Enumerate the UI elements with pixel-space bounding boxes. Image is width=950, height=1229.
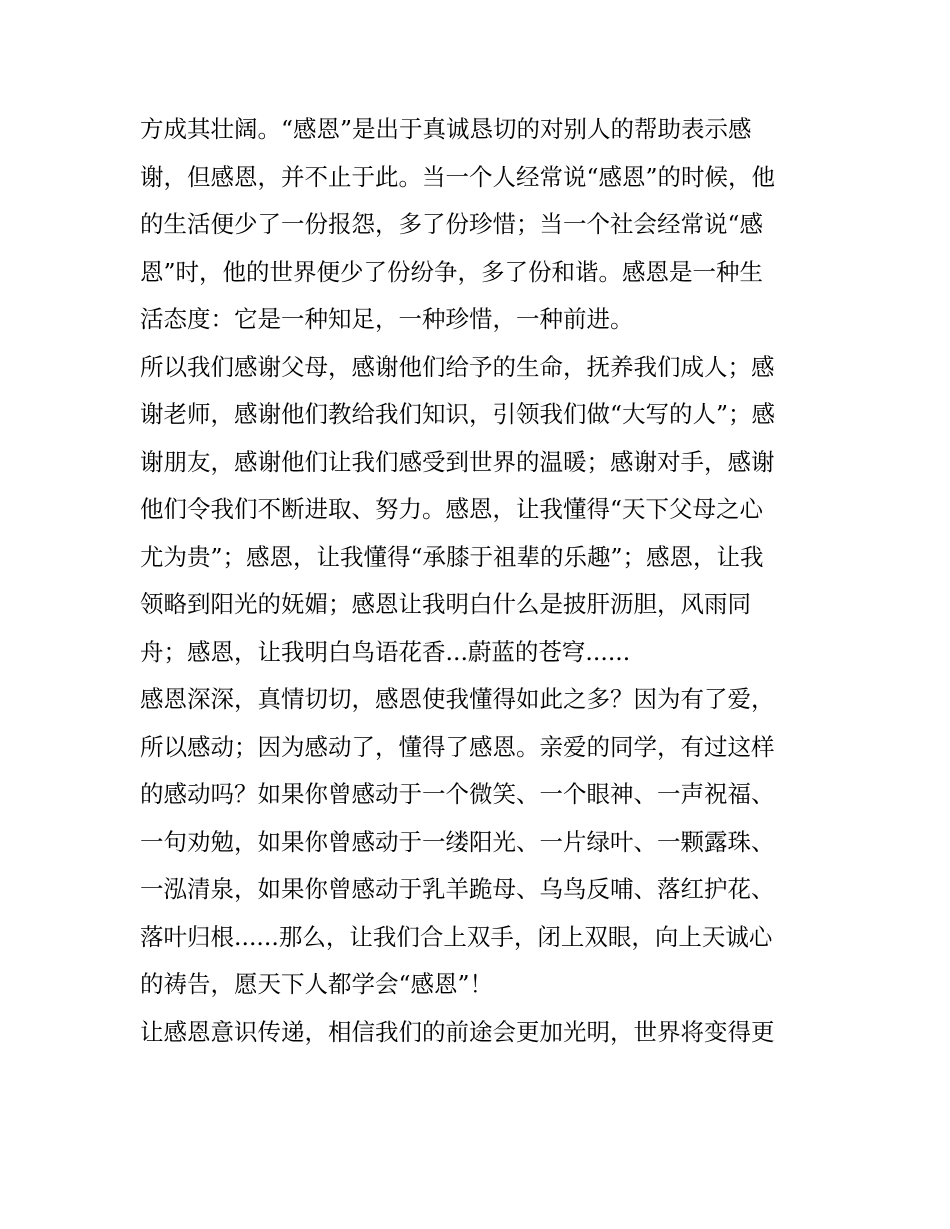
text-line: 恩”时，他的世界便少了份纷争，多了份和谐。感恩是一种生 [140, 257, 764, 286]
text-line: 尤为贵”；感恩，让我懂得“承膝于祖辈的乐趣”；感恩，让我 [140, 542, 764, 571]
text-line: 他们令我们不断进取、努力。感恩，让我懂得“天下父母之心 [140, 495, 764, 523]
text-line: 的感动吗？如果你曾感动于一个微笑、一个眼神、一声祝福、 [140, 780, 775, 808]
text-line: 一句劝勉，如果你曾感动于一缕阳光、一片绿叶、一颗露珠、 [140, 827, 775, 856]
text-line: 谢，但感恩，并不止于此。当一个人经常说“感恩”的时候，他 [140, 162, 776, 191]
text-line: 舟；感恩，让我明白鸟语花香...蔚蓝的苍穹...... [140, 637, 631, 666]
body-text [140, 106, 820, 1056]
text-line: 方成其壮阔。“感恩”是出于真诚恳切的对别人的帮助表示感 [140, 115, 752, 143]
text-line: 所以我们感谢父母，感谢他们给予的生命，抚养我们成人；感 [140, 352, 775, 381]
text-line: 让感恩意识传递，相信我们的前途会更加光明，世界将变得更 [140, 1017, 775, 1046]
text-line: 落叶归根......那么，让我们合上双手，闭上双眼，向上天诚心 [140, 922, 773, 951]
text-line: 感恩深深，真情切切，感恩使我懂得如此之多？因为有了爱， [140, 685, 775, 713]
text-line: 所以感动；因为感动了，懂得了感恩。亲爱的同学，有过这样 [140, 732, 775, 761]
text-line: 的生活便少了一份报怨，多了份珍惜；当一个社会经常说“感 [140, 210, 764, 238]
text-line: 谢朋友，感谢他们让我们感受到世界的温暖；感谢对手，感谢 [140, 447, 775, 476]
text-line: 谢老师，感谢他们教给我们知识，引领我们做“大写的人”；感 [140, 400, 776, 428]
text-line: 的祷告，愿天下人都学会“感恩”！ [140, 970, 494, 998]
text-line: 活态度：它是一种知足，一种珍惜，一种前进。 [140, 305, 634, 333]
text-line: 领略到阳光的妩媚；感恩让我明白什么是披肝沥胆，风雨同 [140, 590, 751, 618]
text-line: 一泓清泉，如果你曾感动于乳羊跪母、乌鸟反哺、落红护花、 [140, 875, 775, 903]
